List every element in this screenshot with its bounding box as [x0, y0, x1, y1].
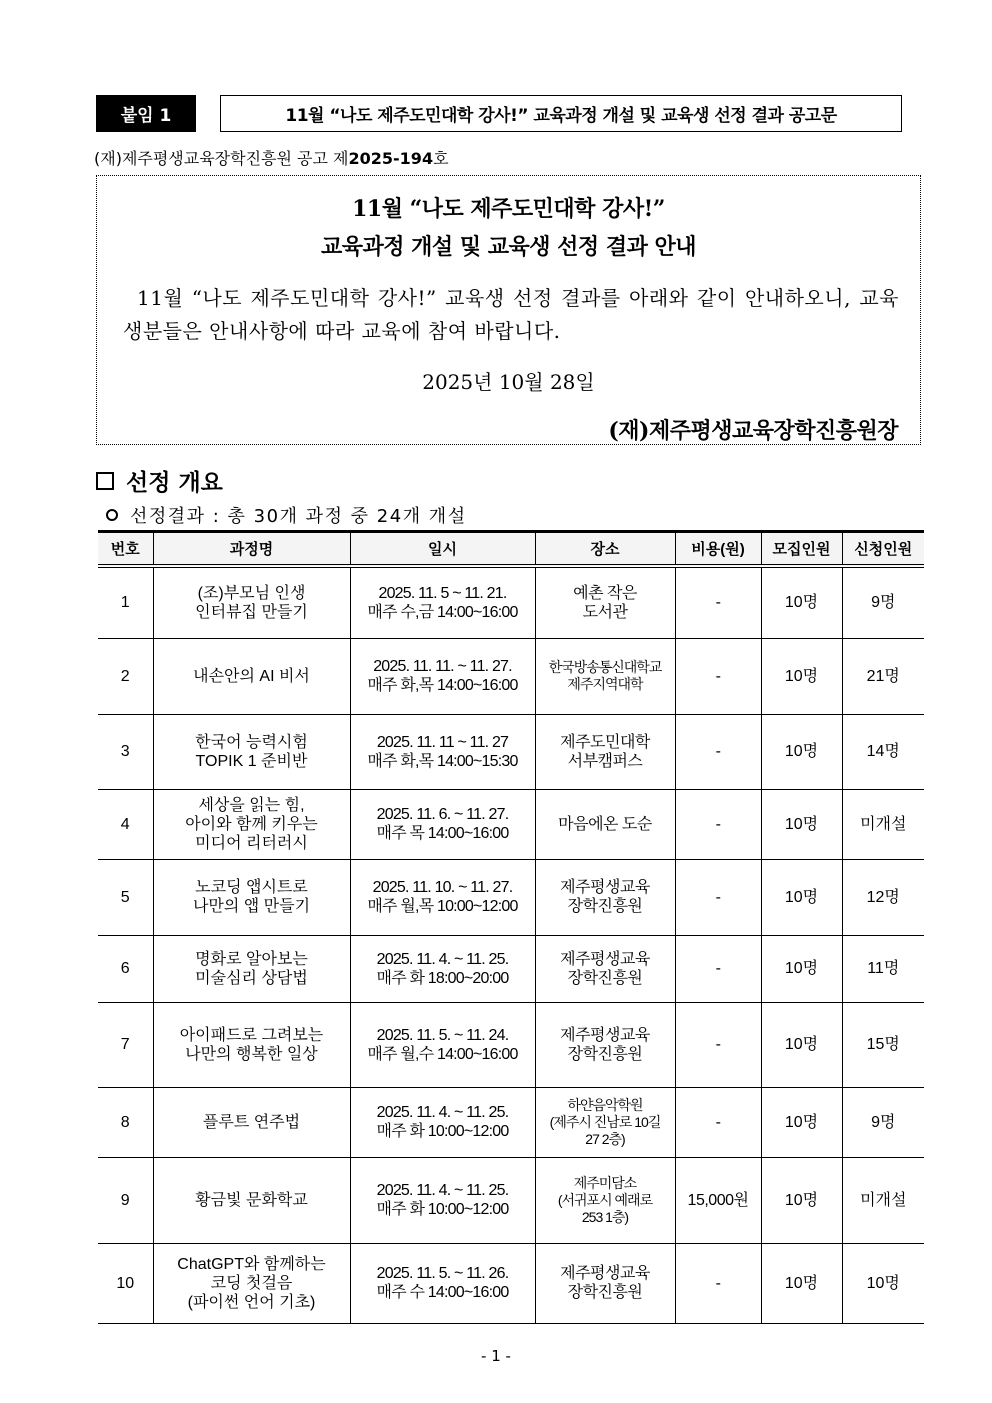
- cell-fee: -: [675, 566, 761, 638]
- cell-applicants: 11명: [842, 935, 924, 1002]
- cell-course: [153, 566, 350, 638]
- cell-schedule-line: 매주 월,수 14:00~16:00: [367, 1045, 518, 1063]
- cell-schedule: [350, 714, 535, 789]
- cell-place: [535, 1002, 675, 1087]
- cell-applicants: 14명: [842, 714, 924, 789]
- cell-course-line: 미술심리 상담법: [195, 969, 308, 987]
- cell-place-line: 장학진흥원: [567, 898, 643, 915]
- notice-box: [96, 175, 921, 445]
- table-row: [98, 566, 924, 638]
- cell-schedule-line: 2025. 11. 5 ~ 11. 21.: [378, 584, 507, 602]
- cell-course-line: TOPIK 1 준비반: [195, 752, 308, 770]
- cell-course-line: 미디어 리터러시: [195, 834, 308, 852]
- cell-place-line: 한국방송통신대학교: [548, 659, 662, 675]
- cell-course-line: (파이썬 언어 기초): [187, 1293, 316, 1311]
- notice-number-value: 2025-194: [348, 149, 434, 168]
- cell-capacity: 10명: [761, 789, 842, 859]
- table-row: [98, 1087, 924, 1157]
- cell-schedule-line: 2025. 11. 5. ~ 11. 24.: [376, 1026, 509, 1044]
- cell-course-line: 명화로 알아보는: [195, 950, 308, 968]
- table-row: [98, 935, 924, 1002]
- cell-schedule-line: 매주 목 14:00~16:00: [376, 825, 509, 842]
- notice-number-prefix: (재)제주평생교육장학진흥원 공고 제: [94, 149, 349, 168]
- cell-course: [153, 935, 350, 1002]
- cell-schedule: [350, 859, 535, 935]
- header-schedule: 일시: [350, 532, 535, 567]
- cell-course-line: 아이패드로 그려보는: [179, 1026, 324, 1044]
- cell-no: 4: [98, 789, 153, 859]
- cell-no: 9: [98, 1157, 153, 1243]
- cell-course-line: 내손안의 AI 비서: [193, 667, 310, 685]
- section-heading-text: 선정 개요: [126, 470, 223, 496]
- cell-place-line: 서부캠퍼스: [567, 752, 643, 770]
- attachment-tag: 붙임 1: [96, 95, 196, 132]
- cell-course-line: 황금빛 문화학교: [195, 1191, 308, 1209]
- header-course: 과정명: [153, 532, 350, 567]
- header-place: 장소: [535, 532, 675, 567]
- cell-applicants: 21명: [842, 638, 924, 714]
- cell-no: 6: [98, 935, 153, 1002]
- page-number: - 1 -: [481, 1347, 511, 1365]
- cell-course-line: 나만의 행복한 일상: [185, 1045, 318, 1063]
- section-heading: [96, 464, 223, 497]
- notice-number: [94, 146, 449, 169]
- table-row: [98, 638, 924, 714]
- cell-schedule: [350, 638, 535, 714]
- cell-applicants: 10명: [842, 1243, 924, 1323]
- cell-applicants: 12명: [842, 859, 924, 935]
- cell-course: [153, 714, 350, 789]
- notice-date: 2025년 10월 28일: [422, 370, 595, 394]
- cell-course-line: 아이와 함께 키우는: [185, 815, 318, 833]
- cell-place-line: 27 2층): [585, 1130, 625, 1147]
- attachment-header: [96, 95, 902, 132]
- cell-place: [535, 1087, 675, 1157]
- table-row: [98, 1157, 924, 1243]
- cell-schedule: [350, 1243, 535, 1323]
- cell-place: [535, 638, 675, 714]
- cell-course-line: 코딩 첫걸음: [210, 1274, 293, 1292]
- cell-fee: -: [675, 789, 761, 859]
- cell-place: [535, 789, 675, 859]
- cell-schedule-line: 매주 화 10:00~12:00: [376, 1201, 509, 1218]
- cell-place-line: (제주시 진남로 10길: [549, 1113, 661, 1130]
- cell-course: [153, 789, 350, 859]
- cell-fee: -: [675, 714, 761, 789]
- section-subheading-text: 선정결과 : 총 30개 과정 중 24개 개설: [130, 506, 467, 527]
- table-row: [98, 1243, 924, 1323]
- attachment-title: 11월 “나도 제주도민대학 강사!” 교육과정 개설 및 교육생 선정 결과 공고문: [220, 95, 902, 132]
- cell-place-line: 제주평생교육: [560, 1265, 650, 1282]
- cell-no: 7: [98, 1002, 153, 1087]
- cell-schedule-line: 매주 월,목 10:00~12:00: [367, 898, 518, 915]
- cell-course: [153, 1243, 350, 1323]
- cell-fee: -: [675, 935, 761, 1002]
- cell-applicants: 미개설: [842, 789, 924, 859]
- cell-course-line: ChatGPT와 함께하는: [177, 1255, 326, 1273]
- cell-course: [153, 1002, 350, 1087]
- cell-fee: -: [675, 1087, 761, 1157]
- cell-schedule-line: 매주 화,목 14:00~15:30: [367, 752, 518, 770]
- cell-capacity: 10명: [761, 935, 842, 1002]
- cell-capacity: 10명: [761, 1002, 842, 1087]
- cell-course-line: 나만의 앱 만들기: [192, 898, 311, 915]
- cell-schedule-line: 2025. 11. 10. ~ 11. 27.: [372, 879, 513, 896]
- cell-applicants: 9명: [842, 566, 924, 638]
- cell-schedule: [350, 1087, 535, 1157]
- cell-schedule: [350, 1157, 535, 1243]
- cell-place-line: 253 1층): [581, 1208, 629, 1225]
- cell-applicants: 9명: [842, 1087, 924, 1157]
- cell-schedule-line: 2025. 11. 11. ~ 11. 27.: [373, 658, 512, 675]
- notice-body: 11월 “나도 제주도민대학 강사!” 교육생 선정 결과를 아래와 같이 안내하오니, 교육생분들은 안내사항에 따라 교육에 참여 바랍니다.: [123, 286, 899, 343]
- cell-schedule-line: 2025. 11. 4. ~ 11. 25.: [376, 950, 509, 968]
- cell-schedule: [350, 566, 535, 638]
- cell-place: [535, 714, 675, 789]
- table-body: [98, 566, 924, 1323]
- cell-place-line: 제주도민대학: [560, 733, 650, 751]
- cell-course: [153, 859, 350, 935]
- header-no: 번호: [98, 532, 153, 567]
- cell-capacity: 10명: [761, 714, 842, 789]
- cell-no: 10: [98, 1243, 153, 1323]
- cell-course: [153, 1087, 350, 1157]
- cell-place-line: 하얀음악학원: [567, 1096, 643, 1113]
- notice-signature: (재)제주평생교육장학진흥원장: [608, 418, 898, 444]
- cell-course: [153, 1157, 350, 1243]
- cell-schedule-line: 매주 화 10:00~12:00: [376, 1123, 509, 1140]
- cell-schedule-line: 매주 화 18:00~20:00: [376, 969, 509, 987]
- cell-place: [535, 1157, 675, 1243]
- cell-no: 3: [98, 714, 153, 789]
- cell-place: [535, 859, 675, 935]
- cell-place-line: 마음에온 도순: [558, 815, 652, 833]
- cell-capacity: 10명: [761, 566, 842, 638]
- table-header-row: [98, 532, 924, 567]
- course-table: [98, 530, 924, 1324]
- cell-place-line: (서귀포시 예래로: [557, 1191, 653, 1208]
- cell-schedule-line: 매주 수 14:00~16:00: [376, 1284, 509, 1301]
- table-row: [98, 859, 924, 935]
- cell-place-line: 제주평생교육: [560, 950, 650, 968]
- cell-capacity: 10명: [761, 1087, 842, 1157]
- cell-place-line: 제주지역대학: [567, 676, 643, 692]
- cell-capacity: 10명: [761, 1243, 842, 1323]
- cell-schedule-line: 2025. 11. 4. ~ 11. 25.: [376, 1182, 509, 1199]
- cell-schedule-line: 매주 수,금 14:00~16:00: [367, 603, 518, 621]
- header-capacity: 모집인원: [761, 532, 842, 567]
- table-row: [98, 1002, 924, 1087]
- cell-course-line: 인터뷰집 만들기: [195, 603, 308, 621]
- cell-schedule-line: 2025. 11. 4. ~ 11. 25.: [376, 1104, 509, 1121]
- cell-applicants: 미개설: [842, 1157, 924, 1243]
- cell-capacity: 10명: [761, 1157, 842, 1243]
- notice-number-suffix: 호: [433, 149, 449, 168]
- notice-title-line1: 11월 “나도 제주도민대학 강사!”: [352, 196, 665, 222]
- cell-place-line: 도서관: [582, 603, 628, 621]
- cell-no: 5: [98, 859, 153, 935]
- cell-place-line: 장학진흥원: [567, 969, 643, 987]
- cell-course-line: 플루트 연주법: [202, 1113, 301, 1131]
- header-applicants: 신청인원: [842, 532, 924, 567]
- table-row: [98, 714, 924, 789]
- cell-course-line: 노코딩 앱시트로: [195, 879, 308, 896]
- cell-capacity: 10명: [761, 638, 842, 714]
- cell-capacity: 10명: [761, 859, 842, 935]
- cell-no: 1: [98, 566, 153, 638]
- cell-schedule: [350, 935, 535, 1002]
- cell-course-line: 한국어 능력시험: [195, 733, 308, 751]
- cell-course: [153, 638, 350, 714]
- cell-place: [535, 566, 675, 638]
- cell-schedule-line: 2025. 11. 5. ~ 11. 26.: [376, 1265, 509, 1282]
- cell-no: 2: [98, 638, 153, 714]
- cell-schedule-line: 2025. 11. 6. ~ 11. 27.: [376, 806, 509, 823]
- cell-place-line: 예촌 작은: [573, 584, 637, 602]
- cell-fee: -: [675, 1243, 761, 1323]
- notice-title-line2: 교육과정 개설 및 교육생 선정 결과 안내: [321, 234, 696, 260]
- header-fee: 비용(원): [675, 532, 761, 567]
- section-subheading: [106, 502, 467, 528]
- circle-bullet-icon: [106, 509, 118, 521]
- cell-fee: -: [675, 1002, 761, 1087]
- cell-schedule-line: 매주 화,목 14:00~16:00: [367, 677, 518, 694]
- cell-applicants: 15명: [842, 1002, 924, 1087]
- cell-schedule-line: 2025. 11. 11 ~ 11. 27: [376, 733, 509, 751]
- cell-place-line: 장학진흥원: [567, 1045, 643, 1063]
- cell-place: [535, 1243, 675, 1323]
- cell-course-line: 세상을 읽는 힘,: [198, 796, 305, 814]
- checkbox-square-icon: [96, 472, 114, 490]
- cell-place-line: 제주미담소: [573, 1174, 637, 1191]
- cell-course-line: (조)부모님 인생: [197, 584, 306, 602]
- table-row: [98, 789, 924, 859]
- cell-place: [535, 935, 675, 1002]
- cell-schedule: [350, 789, 535, 859]
- cell-place-line: 제주평생교육: [560, 879, 650, 896]
- cell-place-line: 장학진흥원: [567, 1284, 643, 1301]
- cell-schedule: [350, 1002, 535, 1087]
- cell-place-line: 제주평생교육: [560, 1026, 650, 1044]
- cell-fee: -: [675, 859, 761, 935]
- cell-fee: -: [675, 638, 761, 714]
- cell-fee: 15,000원: [675, 1157, 761, 1243]
- cell-no: 8: [98, 1087, 153, 1157]
